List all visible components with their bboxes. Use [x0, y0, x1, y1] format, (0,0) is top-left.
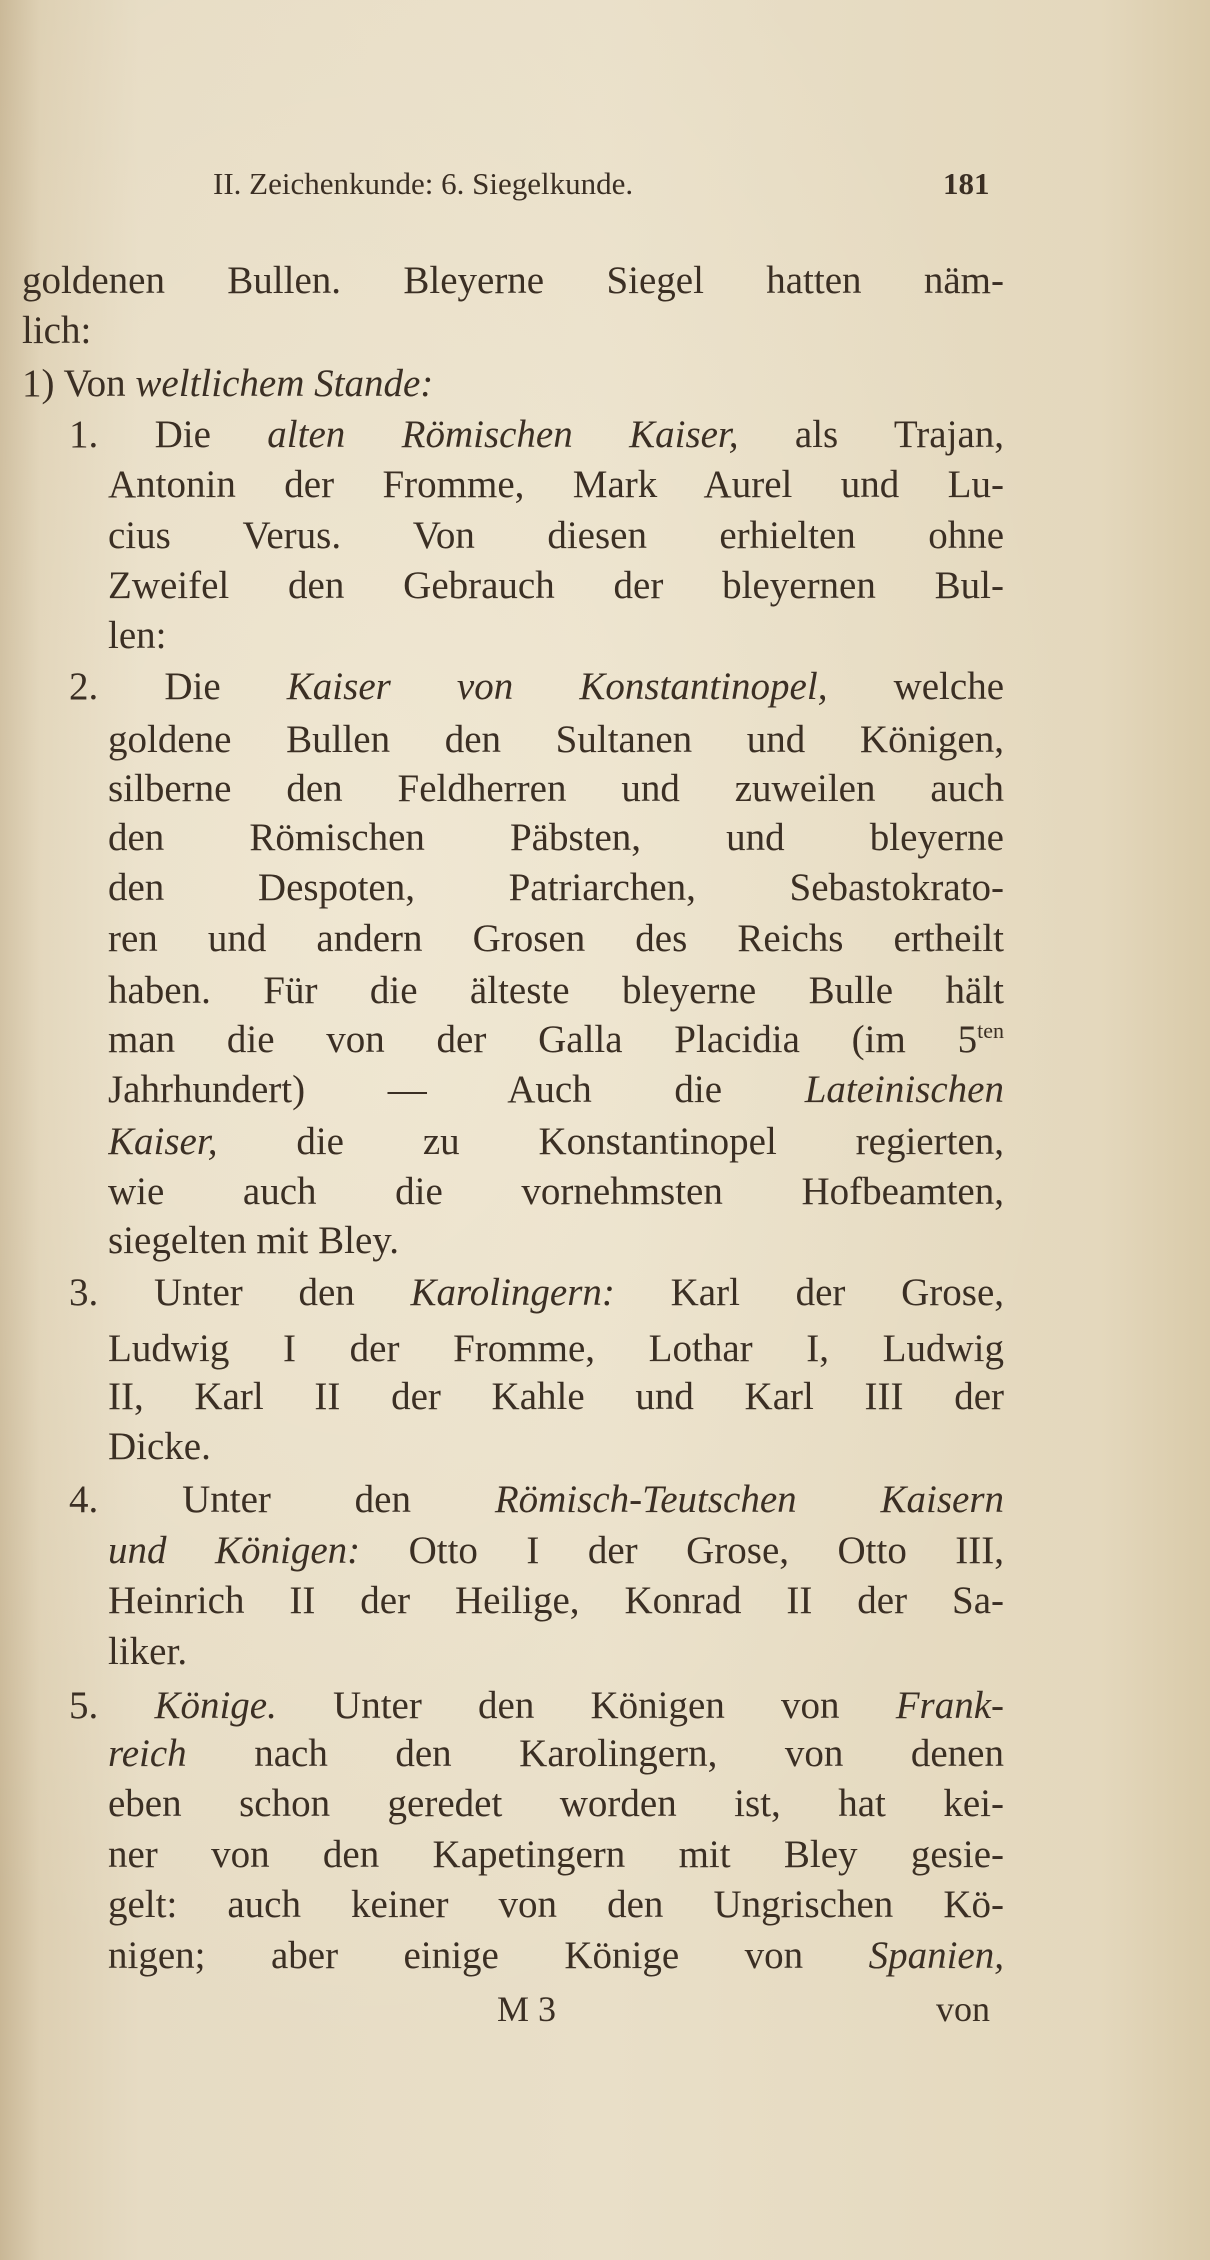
italic-text: Kaiser,	[108, 1120, 218, 1163]
text-line	[108, 1627, 187, 1677]
italic-text: Frank-	[895, 1684, 1004, 1727]
text-line	[108, 1526, 1004, 1576]
text-segment: 4. Unter den	[69, 1478, 495, 1521]
text-line	[108, 1576, 1004, 1626]
text-segment: Heinrich II der Heilige, Konrad II der Sa-	[108, 1579, 1004, 1622]
text-segment: Otto I der Grose, Otto III,	[360, 1529, 1004, 1572]
text-segment: Antonin der Fromme, Mark Aurel und Lu-	[108, 463, 1004, 506]
text-line	[108, 715, 1004, 765]
text-line	[108, 1830, 1004, 1880]
text-line	[108, 511, 1004, 561]
italic-text: reich	[108, 1732, 187, 1775]
text-segment: den Despoten, Patriarchen, Sebastokrato-	[108, 866, 1004, 909]
text-segment: silberne den Feldherren und zuweilen auch	[108, 767, 1004, 810]
text-segment: 5.	[69, 1684, 155, 1727]
italic-text: Kaiser von Konstantinopel,	[286, 665, 828, 708]
text-line	[69, 662, 1004, 712]
text-line	[108, 764, 1004, 814]
text-segment: ten	[977, 1018, 1004, 1043]
text-segment: goldene Bullen den Sultanen und Königen,	[108, 718, 1004, 761]
signature-mark: M 3	[497, 1989, 557, 2029]
catchword: von	[936, 1989, 990, 2029]
text-segment: man die von der Galla Placidia (im 5	[108, 1018, 978, 1061]
italic-text: Könige.	[154, 1684, 277, 1727]
italic-text: alten Römischen Kaiser,	[267, 413, 739, 456]
text-line	[69, 1475, 1004, 1525]
text-line	[108, 1372, 1004, 1422]
text-line	[108, 813, 1004, 863]
text-segment: II, Karl II der Kahle und Karl III der	[108, 1375, 1004, 1418]
text-segment: Karl der Grose,	[614, 1271, 1004, 1314]
text-segment: 2. Die	[69, 665, 287, 708]
text-line	[108, 966, 1004, 1016]
text-segment: 1) Von	[22, 362, 136, 405]
running-title: II. Zeichenkunde: 6. Siegelkunde.	[213, 166, 634, 201]
text-segment: Jahrhundert) — Auch die	[108, 1068, 805, 1111]
text-segment: len:	[108, 614, 167, 657]
text-line	[108, 611, 166, 661]
text-line	[108, 561, 1004, 611]
text-line	[108, 1065, 1004, 1115]
italic-text: Römisch-Teutschen Kaisern	[494, 1478, 1004, 1521]
text-segment: Unter den Königen von	[276, 1684, 896, 1727]
text-segment: cius Verus. Von diesen erhielten ohne	[108, 514, 1004, 557]
text-line	[108, 460, 1004, 510]
text-line	[69, 410, 1004, 460]
text-segment: Ludwig I der Fromme, Lothar I, Ludwig	[108, 1327, 1004, 1370]
text-segment: den Römischen Päbsten, und bleyerne	[108, 816, 1004, 859]
text-segment: ner von den Kapetingern mit Bley gesie-	[108, 1833, 1004, 1876]
text-segment: lich:	[22, 309, 92, 352]
text-line	[108, 863, 1004, 913]
text-line	[108, 914, 1004, 964]
italic-text: Lateinischen	[804, 1068, 1004, 1111]
text-segment: liker.	[108, 1630, 188, 1673]
text-line	[69, 1268, 1004, 1318]
text-segment: welche	[827, 665, 1004, 708]
text-segment: als Trajan,	[738, 413, 1004, 456]
text-line	[108, 1931, 1004, 1981]
text-line	[69, 1681, 1004, 1731]
text-line	[108, 1015, 1004, 1065]
text-line	[108, 1422, 211, 1472]
text-line	[108, 1167, 1004, 1217]
text-segment: siegelten mit Bley.	[108, 1219, 399, 1262]
text-segment: haben. Für die älteste bleyerne Bulle hält	[108, 969, 1004, 1012]
text-segment: nach den Karolingern, von denen	[186, 1732, 1004, 1775]
text-segment: Dicke.	[108, 1425, 211, 1468]
text-line	[22, 359, 433, 409]
text-segment: die zu Konstantinopel regierten,	[217, 1120, 1004, 1163]
text-segment: goldenen Bullen. Bleyerne Siegel hatten näm-	[22, 259, 1004, 302]
text-line	[108, 1324, 1004, 1374]
italic-text: Spanien,	[868, 1934, 1004, 1977]
text-segment: 3. Unter den	[69, 1271, 411, 1314]
text-line	[108, 1117, 1004, 1167]
text-segment: gelt: auch keiner von den Ungrischen Kö-	[108, 1883, 1004, 1926]
text-segment: eben schon geredet worden ist, hat kei-	[108, 1782, 1004, 1825]
text-segment: ren und andern Grosen des Reichs ertheilt	[108, 917, 1004, 960]
italic-text: und Königen:	[108, 1529, 361, 1572]
text-segment: nigen; aber einige Könige von	[108, 1934, 869, 1977]
text-line	[108, 1216, 399, 1266]
text-line	[108, 1779, 1004, 1829]
text-line	[108, 1729, 1004, 1779]
italic-text: weltlichem Stande:	[135, 362, 434, 405]
text-line	[108, 1880, 1004, 1930]
text-line	[22, 256, 1004, 306]
text-segment: wie auch die vornehmsten Hofbeamten,	[108, 1170, 1004, 1213]
text-segment: Zweifel den Gebrauch der bleyernen Bul-	[108, 564, 1004, 607]
text-line	[22, 306, 91, 356]
page-number: 181	[943, 166, 990, 201]
text-segment: 1. Die	[69, 413, 268, 456]
italic-text: Karolingern:	[410, 1271, 615, 1314]
